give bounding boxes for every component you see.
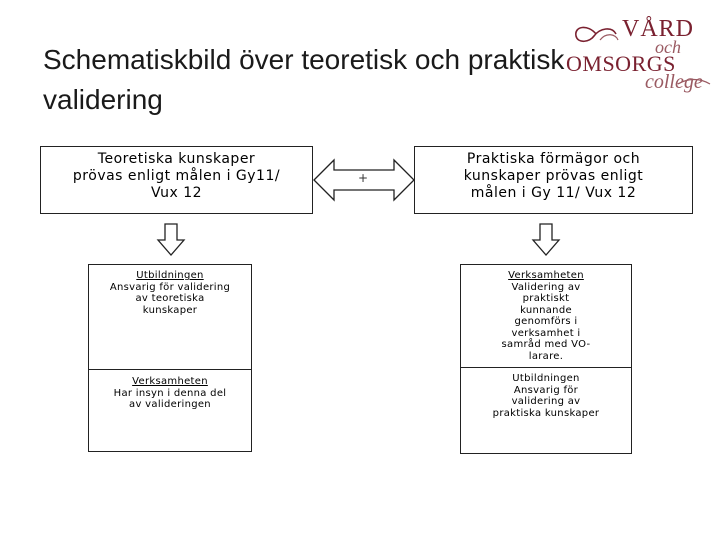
section-line: praktiskt bbox=[522, 293, 570, 304]
section-line: genomförs i bbox=[514, 316, 578, 327]
theory-responsibility-panel bbox=[88, 264, 252, 452]
section-line: Ansvarig för validering bbox=[109, 281, 231, 293]
logo-word-vard: VÅRD bbox=[622, 16, 695, 42]
panel-section-bottom bbox=[461, 373, 631, 419]
panel-divider bbox=[89, 369, 251, 370]
section-line: Validering av bbox=[511, 281, 581, 293]
section-line: larare. bbox=[528, 350, 564, 362]
practice-responsibility-panel bbox=[460, 264, 632, 454]
logo-word-omsorgs: OMSORGS bbox=[566, 51, 676, 76]
slide-title: Schematiskbild över teoretisk och praktisk validering bbox=[43, 44, 565, 115]
practice-line: målen i Gy 11/ Vux 12 bbox=[470, 185, 637, 201]
theory-line: prövas enligt målen i Gy11/ bbox=[72, 168, 281, 184]
section-line: praktiska kunskaper bbox=[492, 407, 600, 419]
section-heading: Utbildningen bbox=[136, 270, 204, 281]
logo-word-och: och bbox=[655, 37, 681, 57]
practice-line: kunskaper prövas enligt bbox=[463, 168, 644, 184]
section-line: validering av bbox=[511, 396, 581, 407]
section-line: verksamhet i bbox=[511, 327, 581, 339]
connector-plus: + bbox=[357, 171, 369, 185]
panel-section-bottom bbox=[89, 376, 251, 411]
theory-line: Vux 12 bbox=[150, 185, 203, 201]
logo-word-college: college bbox=[645, 71, 703, 93]
down-arrow-icon bbox=[533, 224, 559, 255]
section-line: av valideringen bbox=[129, 399, 211, 410]
section-line: Har insyn i denna del bbox=[113, 387, 227, 399]
theory-line: Teoretiska kunskaper bbox=[97, 151, 256, 167]
section-line: kunskaper bbox=[142, 304, 198, 316]
panel-section-top bbox=[89, 270, 251, 316]
section-line: kunnande bbox=[520, 304, 572, 316]
section-line: samråd med VO- bbox=[501, 339, 591, 350]
section-heading: Utbildningen bbox=[512, 373, 580, 384]
practice-line: Praktiska förmägor och bbox=[466, 151, 641, 167]
section-line: Ansvarig för bbox=[513, 384, 579, 396]
down-arrow-icon bbox=[158, 224, 184, 255]
section-line: av teoretiska bbox=[135, 293, 205, 304]
panel-divider bbox=[461, 367, 631, 368]
panel-section-top bbox=[461, 270, 631, 362]
section-heading: Verksamheten bbox=[508, 270, 584, 281]
section-heading: Verksamheten bbox=[132, 376, 208, 387]
